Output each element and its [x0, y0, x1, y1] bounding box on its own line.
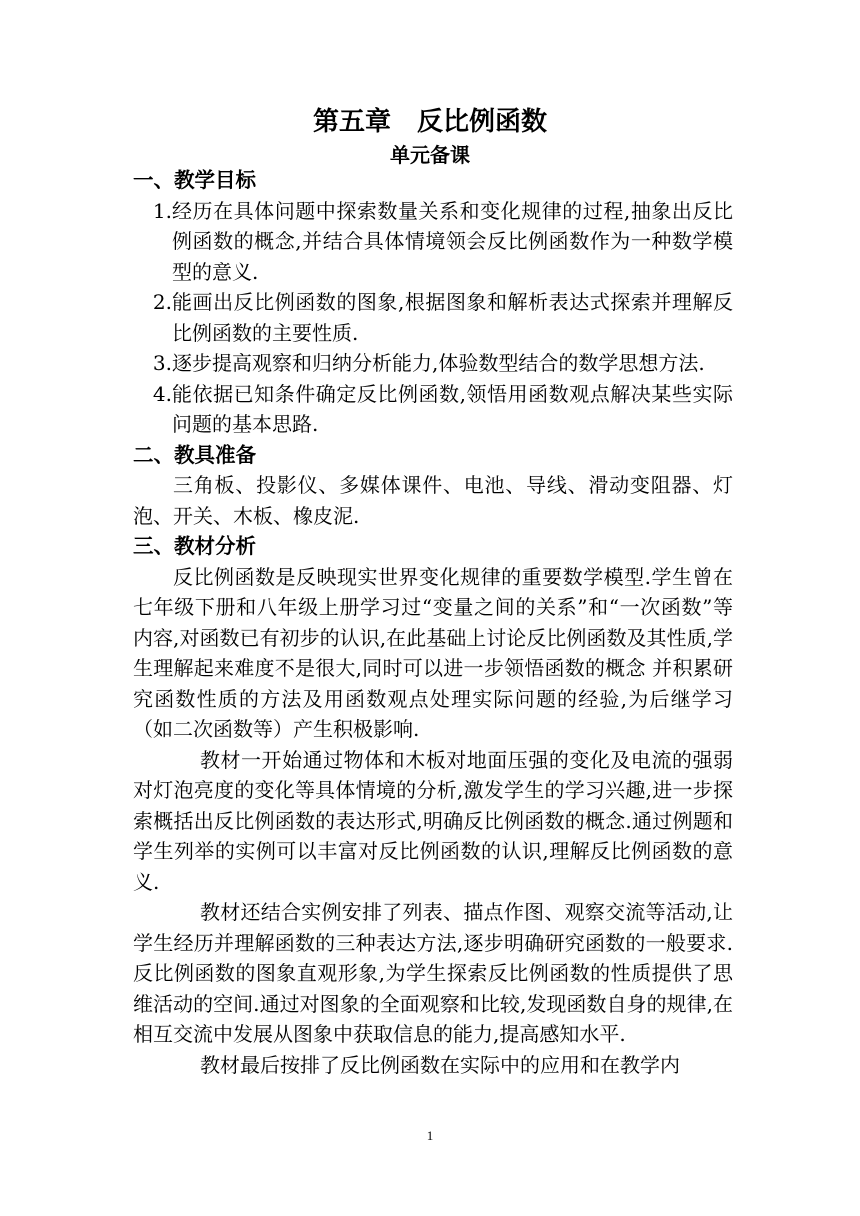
- section-heading-tools: 二、教具准备: [133, 442, 256, 467]
- chapter-subtitle: 单元备课: [390, 143, 470, 167]
- list-item-text: 逐步提高观察和归纳分析能力,体验数型结合的数学思想方法.: [172, 351, 705, 375]
- list-item: [133, 348, 733, 379]
- list-item-number: 2.: [152, 290, 172, 314]
- tools-paragraph: 三角板、投影仪、多媒体课件、电池、导线、滑动变阻器、灯泡、开关、木板、橡皮泥.: [133, 473, 733, 528]
- list-item-number: 1.: [152, 198, 172, 223]
- section-heading-analysis: 三、教材分析: [133, 534, 256, 558]
- list-item: [133, 287, 733, 348]
- chapter-title: 第五章 反比例函数: [312, 107, 547, 137]
- analysis-paragraph: 反比例函数是反映现实世界变化规律的重要数学模型.学生曾在七年级下册和八年级上册学习过“变量之间的关系”和“一次函数”等内容,对函数已有初步的认识,在此基础上讨论反比例函数及其性质,学生理解起来难度不是很大,同时可以进一步领悟函数的概念 并积累研究函数性质的方法及用函数观点处理实际问题的经验,为后继学习（如二次函数等）产生积极影响.: [133, 564, 733, 741]
- section-heading-goals: 一、教学目标: [133, 168, 256, 192]
- page-number: 1: [426, 1128, 434, 1143]
- list-item: [133, 379, 733, 440]
- list-item: [133, 196, 733, 288]
- list-item-text: 经历在具体问题中探索数量关系和变化规律的过程,抽象出反比例函数的概念,并结合具体情境领会反比例函数作为一种数学模型的意义.: [172, 198, 733, 284]
- analysis-paragraph: 教材最后按排了反比例函数在实际中的应用和在教学内: [200, 1052, 680, 1077]
- analysis-paragraph: 教材还结合实例安排了列表、描点作图、观察交流等活动,让学生经历并理解函数的三种表达方法,逐步明确研究函数的一般要求.反比例函数的图象直观形象,为学生探索反比例函数的性质提供了思维活动的空间.通过对图象的全面观察和比较,发现函数自身的规律,在相互交流中发展从图象中获取信息的能力,提高感知水平.: [133, 900, 733, 1046]
- list-item-text: 能画出反比例函数的图象,根据图象和解析表达式探索并理解反比例函数的主要性质.: [172, 290, 733, 345]
- list-item-number: 3.: [152, 351, 172, 375]
- document-body: [133, 165, 733, 1080]
- list-item-text: 能依据已知条件确定反比例函数,领悟用函数观点解决某些实际问题的基本思路.: [172, 381, 733, 436]
- analysis-paragraph: 教材一开始通过物体和木板对地面压强的变化及电流的强弱对灯泡亮度的变化等具体情境的分析,激发学生的学习兴趣,进一步探索概括出反比例函数的表达形式,明确反比例函数的概念.通过例题和学生列举的实例可以丰富对反比例函数的认识,理解反比例函数的意义.: [133, 747, 733, 894]
- list-item-number: 4.: [152, 381, 172, 406]
